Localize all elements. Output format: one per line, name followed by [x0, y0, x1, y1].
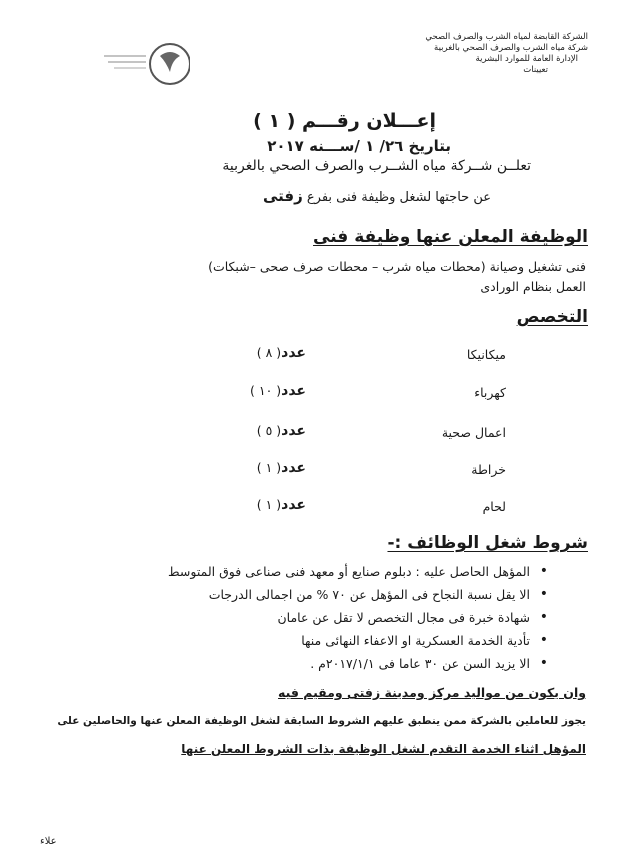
specialization-heading: التخصص — [516, 307, 588, 327]
list-item: • تأدية الخدمة العسكرية او الاعفاء النهائى منها — [168, 629, 548, 652]
count-label: عدد — [281, 345, 306, 361]
job-heading: الوظيفة المعلن عنها وظيفة فنى — [313, 227, 588, 247]
spec-count: عدد( ١٠ ) — [250, 383, 306, 399]
count-label: عدد — [281, 383, 306, 399]
residence-condition: وان يكون من مواليد مركز ومدينة زفتى ومقيم فيه — [278, 685, 586, 700]
job-shift: العمل بنظام الورادى — [480, 279, 586, 294]
count-value: ١ — [265, 460, 273, 475]
count-value: ٥ — [265, 423, 273, 438]
conditions-list — [168, 560, 548, 675]
spec-name: كهرباء — [474, 385, 506, 400]
count-label: عدد — [281, 497, 306, 513]
header-line: الإدارة العامة للموارد البشرية — [475, 54, 578, 64]
footer-signature: علاء — [40, 836, 57, 847]
header-line: الشركة القابضة لمياه الشرب والصرف الصحي — [425, 32, 588, 42]
employee-note-line1: يجوز للعاملين بالشركة ممن ينطبق عليهم الشروط السابقة لشغل الوظيفة المعلن عنها والحاصلين على — [57, 715, 586, 727]
announcement-title: إعـــلان رقـــم ( ١ ) — [253, 110, 436, 132]
announcement-need-line — [263, 187, 491, 205]
spec-count: عدد( ٥ ) — [256, 423, 306, 439]
company-header — [425, 32, 588, 76]
list-item: • المؤهل الحاصل عليه : دبلوم صنايع أو معهد فنى صناعى فوق المتوسط — [168, 560, 548, 583]
spec-name: ميكانيكا — [466, 347, 506, 362]
branch-name: زفتى — [263, 187, 303, 205]
count-label: عدد — [281, 460, 306, 476]
announcement-company-line: تعلــن شــركة مياه الشــرب والصرف الصحي بالغربية — [222, 158, 531, 174]
spec-name: خراطة — [471, 462, 506, 477]
spec-name: لحام — [482, 499, 506, 514]
company-logo — [100, 34, 190, 94]
header-line: شركة مياه الشرب والصرف الصحي بالغربية — [434, 43, 588, 53]
list-item: • شهادة خبرة فى مجال التخصص لا تقل عن عامان — [168, 606, 548, 629]
list-item: • الا يقل نسبة النجاح فى المؤهل عن ٧٠ % من اجمالى الدرجات — [168, 583, 548, 606]
count-value: ٨ — [265, 345, 273, 360]
count-value: ١٠ — [258, 383, 273, 398]
spec-count: عدد( ١ ) — [256, 497, 306, 513]
announcement-date: بتاريخ ٢٦/ ١ /ســـنه ٢٠١٧ — [267, 137, 451, 155]
employee-note-line2: المؤهل اثناء الخدمة التقدم لشغل الوظيفة بذات الشروط المعلن عنها — [181, 742, 586, 756]
spec-count: عدد( ١ ) — [256, 460, 306, 476]
spec-count: عدد( ٨ ) — [256, 345, 306, 361]
count-value: ١ — [265, 497, 273, 512]
spec-name: اعمال صحية — [441, 425, 506, 440]
header-line: تعيينات — [523, 65, 548, 75]
count-label: عدد — [281, 423, 306, 439]
job-description: فنى تشغيل وصيانة (محطات مياه شرب – محطات صرف صحى –شبكات) — [208, 259, 586, 274]
list-item: • الا يزيد السن عن ٣٠ عاما فى ٢٠١٧/١/١م . — [168, 652, 548, 675]
need-text: عن حاجتها لشغل وظيفة فنى بفرع — [306, 190, 491, 205]
conditions-heading: شروط شغل الوظائف :- — [387, 533, 588, 553]
